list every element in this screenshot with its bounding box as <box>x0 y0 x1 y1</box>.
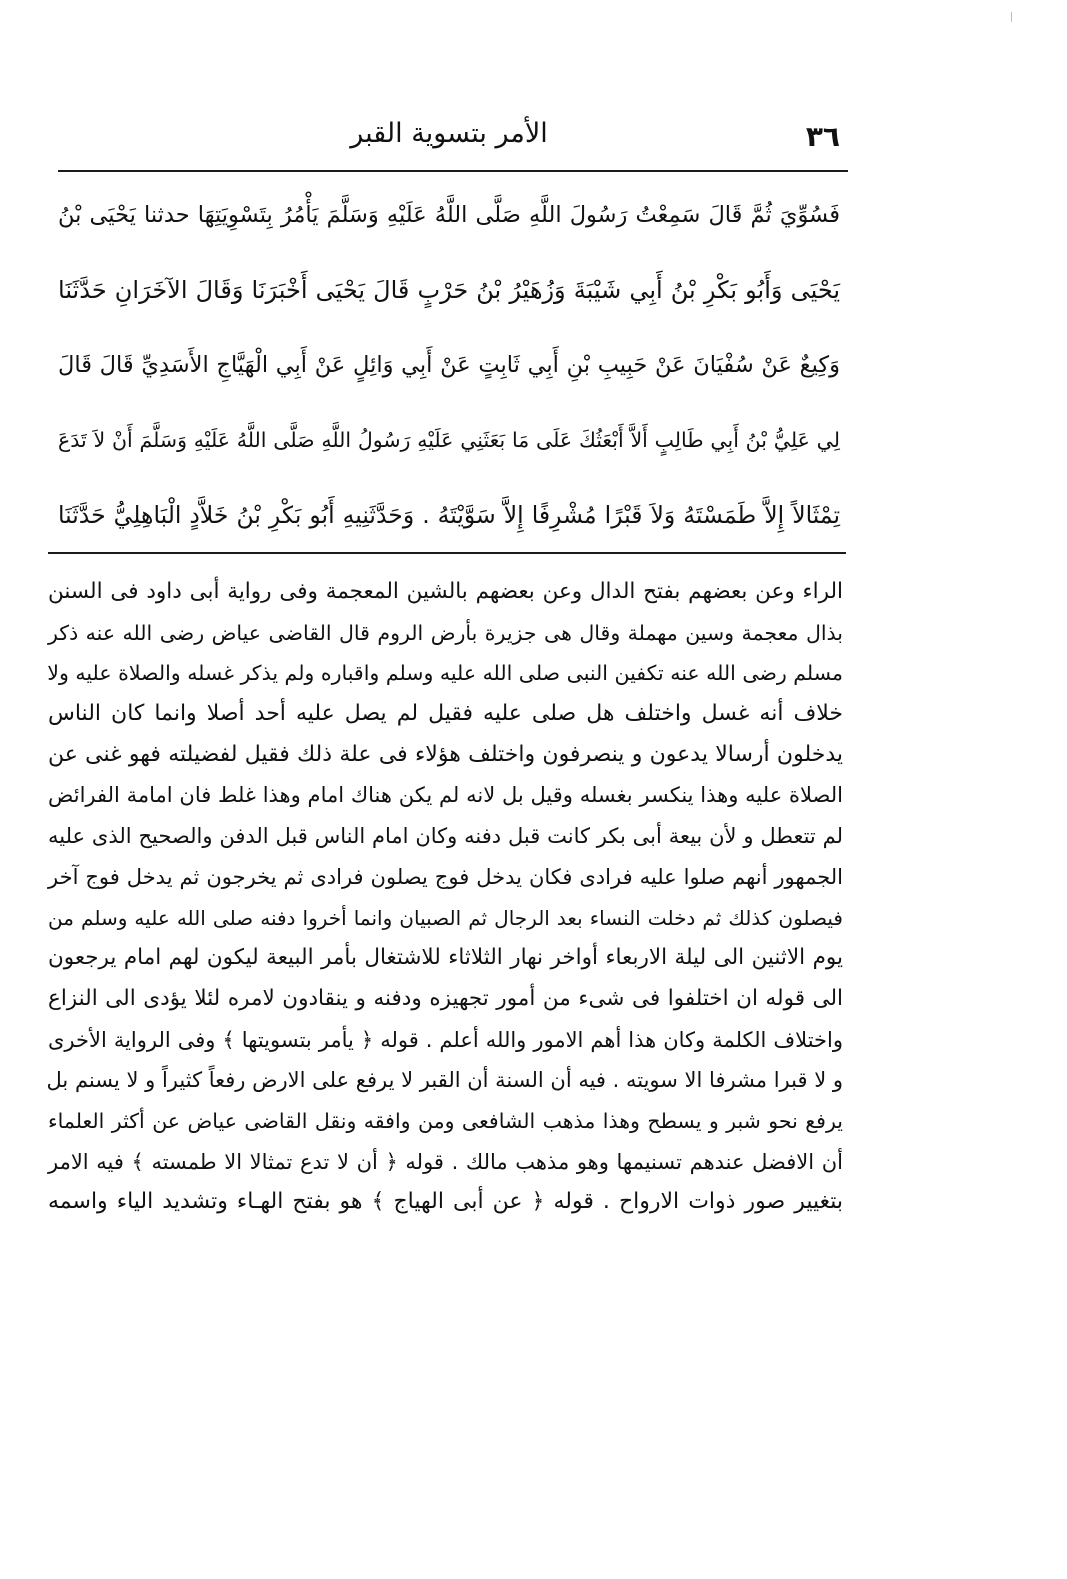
commentary-line: خلاف أنه غسل واختلف هل صلى عليه فقيل لم يصل عليه أحد أصلا وانما كان الناس <box>48 701 843 727</box>
page-header <box>58 112 840 164</box>
commentary-line: بذال معجمة وسين مهملة وقال هى جزيرة بأرض الروم قال القاضى عياض رضى الله عنه ذكر <box>48 620 843 645</box>
section-divider-rule <box>48 552 846 554</box>
hadith-line: فَسُوِّيَ ثُمَّ قَالَ سَمِعْتُ رَسُولَ اللَّهِ صَلَّى اللَّهُ عَلَيْهِ وَسَلَّمَ يَأْمُرُ بِتَسْوِيَتِهَا حدثنا يَحْيَى بْنُ <box>58 202 840 228</box>
commentary-line: مسلم رضى الله عنه تكفين النبى صلى الله عليه وسلم واقباره ولم يذكر غسله والصلاة عليه ولا <box>47 661 843 686</box>
commentary-line: فيصلون كذلك ثم دخلت النساء بعد الرجال ثم الصبيان وانما أخروا دفنه صلى الله عليه وسلم من <box>48 905 843 930</box>
commentary-line: أن الافضل عندهم تسنيمها وهو مذهب مالك . قوله ﴿ أن لا تدع تمثالا الا طمسته ﴾ فيه الامر <box>48 1149 843 1174</box>
hadith-line: تِمْثَالاً إِلاَّ طَمَسْتَهُ وَلاَ قَبْرًا مُشْرِفًا إِلاَّ سَوَّيْتَهُ . وَحَدَّثَنِيهِ أَبُو بَكْرِ بْنُ خَلاَّدٍ الْبَاهِلِيُّ حَدَّثَنَا <box>58 501 840 529</box>
commentary-line: الراء وعن بعضهم بفتح الدال وعن بعضهم بالشين المعجمة وفى رواية أبى داود فى السنن <box>48 579 843 604</box>
hadith-text <box>58 178 840 553</box>
commentary-line: الى قوله ان اختلفوا فى شىء من أمور تجهيزه ودفنه و ينقادون لامره لئلا يؤدى الى النزاع <box>48 985 843 1011</box>
hadith-line: لِي عَلِيُّ بْنُ أَبِي طَالِبٍ أَلاَّ أَبْعَثُكَ عَلَى مَا بَعَثَنِي عَلَيْهِ رَسُولُ اللَّهِ صَلَّى اللَّهُ عَلَيْهِ وَسَلَّمَ أَنْ لاَ تَدَعَ <box>58 428 840 452</box>
commentary-line: بتغيير صور ذوات الارواح . قوله ﴿ عن أبى الهياج ﴾ هو بفتح الهـاء وتشديد الياء واسمه <box>48 1189 843 1215</box>
commentary-line: الجمهور أنهم صلوا عليه فرادى فكان يدخل فوج يصلون فرادى ثم يخرجون ثم يدخل فوج آخر <box>48 864 843 889</box>
scan-edge-mark <box>1011 12 1012 22</box>
page-number: ٣٦ <box>805 120 840 153</box>
commentary-line: يدخلون أرسالا يدعون و ينصرفون واختلف هؤلاء فى علة ذلك فقيل لفضيلته فهو غنى عن <box>48 741 843 767</box>
header-rule <box>58 170 848 172</box>
commentary-line: يوم الاثنين الى ليلة الاربعاء أواخر نهار الثلاثاء للاشتغال بأمر البيعة ليكون لهم امام يرجعون <box>48 945 843 971</box>
commentary-line: لم تتعطل و لأن بيعة أبى بكر كانت قبل دفنه وكان امام الناس قبل الدفن والصحيح الذى عليه <box>48 824 843 849</box>
commentary-line: الصلاة عليه وهذا ينكسر بغسله وقيل بل لانه لم يكن هناك امام وهذا غلط فان امامة الفرائض <box>48 783 843 808</box>
running-title: الأمر بتسوية القبر <box>350 118 548 149</box>
commentary-line: يرفع نحو شبر و يسطح وهذا مذهب الشافعى ومن وافقه ونقل القاضى عياض عن أكثر العلماء <box>48 1108 843 1133</box>
commentary-line: و لا قبرا مشرفا الا سويته . فيه أن السنة أن القبر لا يرفع على الارض رفعاً كثيراً و لا يسنم بل <box>46 1068 843 1093</box>
hadith-line: يَحْيَى وَأَبُو بَكْرِ بْنُ أَبِي شَيْبَةَ وَزُهَيْرُ بْنُ حَرْبٍ قَالَ يَحْيَى أَخْبَرَنَا وَقَالَ الآخَرَانِ حَدَّثَنَا <box>58 276 840 304</box>
hadith-line: وَكِيعٌ عَنْ سُفْيَانَ عَنْ حَبِيبِ بْنِ أَبِي ثَابِتٍ عَنْ أَبِي وَائِلٍ عَنْ أَبِي الْهَيَّاجِ الأَسَدِيِّ قَالَ قَالَ <box>58 352 840 378</box>
commentary-line: واختلاف الكلمة وكان هذا أهم الامور والله أعلم . قوله ﴿ يأمر بتسويتها ﴾ وفى الرواية الأخرى <box>48 1027 843 1052</box>
commentary-text <box>48 572 843 1223</box>
